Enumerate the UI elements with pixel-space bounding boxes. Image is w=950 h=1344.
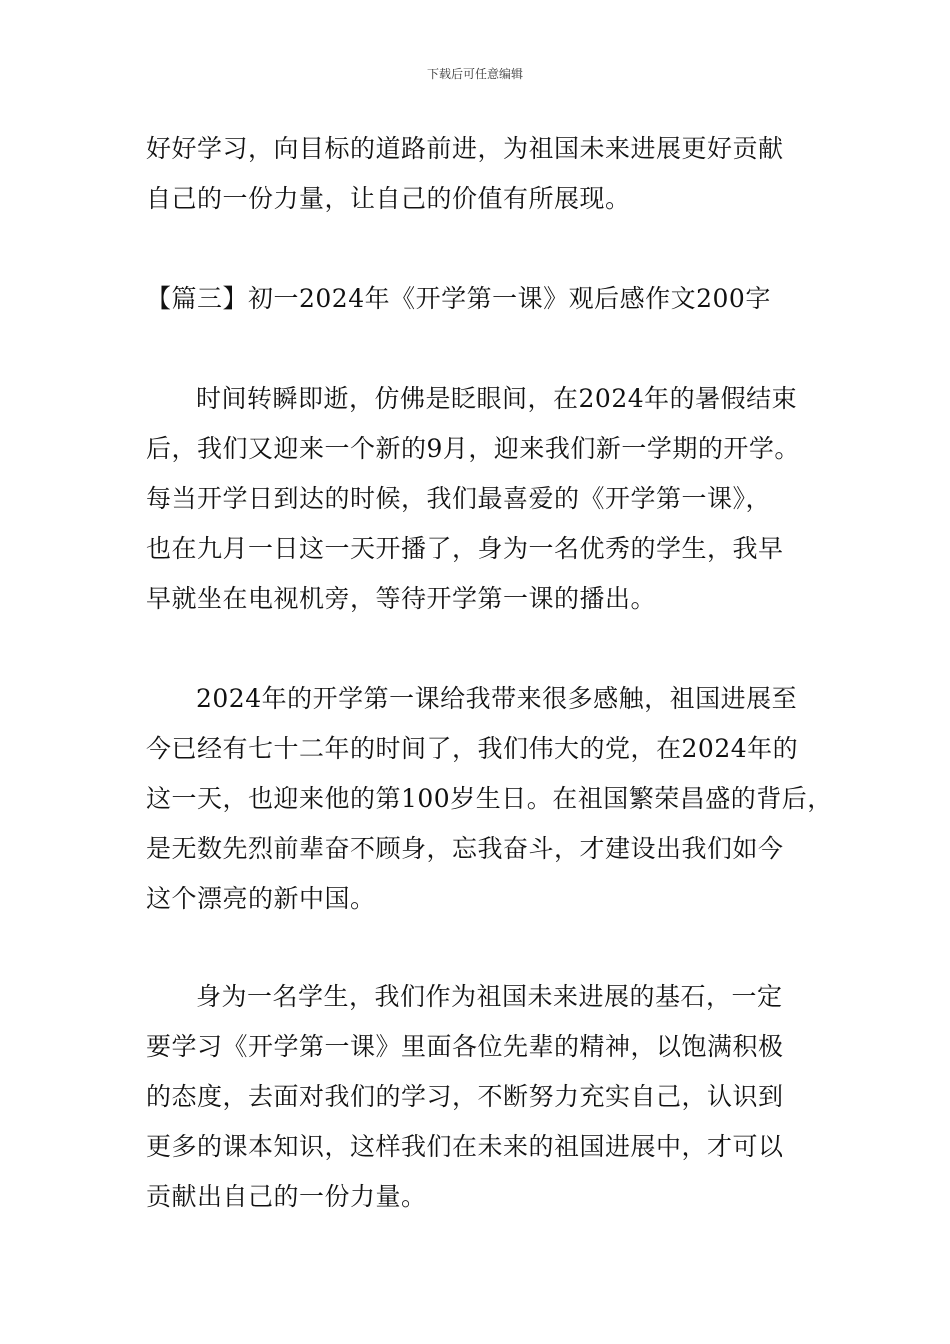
section-title-text: 【篇三】初一2024年《开学第一课》观后感作文200字: [146, 284, 771, 313]
page-header-note: 下载后可任意编辑: [426, 67, 523, 81]
paragraph-4: [146, 972, 814, 1222]
text-line: 更多的课本知识，这样我们在未来的祖国进展中，才可以: [146, 1132, 784, 1161]
text-line: 自己的一份力量，让自己的价值有所展现。: [146, 184, 631, 213]
text-line: 今已经有七十二年的时间了，我们伟大的党，在2024年的: [146, 734, 799, 763]
text-line: 时间转瞬即逝，仿佛是眨眼间，在2024年的暑假结束: [196, 384, 798, 413]
paragraph-2: [146, 374, 814, 624]
text-line: 身为一名学生，我们作为祖国未来进展的基石，一定: [196, 982, 783, 1011]
text-line: 的态度，去面对我们的学习，不断努力充实自己，认识到: [146, 1082, 784, 1111]
text-line: 也在九月一日这一天开播了，身为一名优秀的学生，我早: [146, 534, 784, 563]
section-title: [146, 274, 814, 324]
paragraph-continuation: [146, 124, 814, 224]
text-line: 早就坐在电视机旁，等待开学第一课的播出。: [146, 584, 657, 613]
text-line: 后，我们又迎来一个新的9月，迎来我们新一学期的开学。: [146, 434, 800, 463]
text-line: 是无数先烈前辈奋不顾身，忘我奋斗，才建设出我们如今: [146, 834, 784, 863]
text-line: 要学习《开学第一课》里面各位先辈的精神，以饱满积极: [146, 1032, 784, 1061]
text-line: 2024年的开学第一课给我带来很多感触，祖国进展至: [196, 684, 798, 713]
text-line: 好好学习，向目标的道路前进，为祖国未来进展更好贡献: [146, 134, 784, 163]
text-line: 每当开学日到达的时候，我们最喜爱的《开学第一课》，: [146, 484, 772, 513]
text-line: 这个漂亮的新中国。: [146, 884, 376, 913]
text-line: 贡献出自己的一份力量。: [146, 1182, 427, 1211]
paragraph-3: [146, 674, 833, 924]
text-line: 这一天，也迎来他的第100岁生日。在祖国繁荣昌盛的背后，: [146, 784, 833, 813]
